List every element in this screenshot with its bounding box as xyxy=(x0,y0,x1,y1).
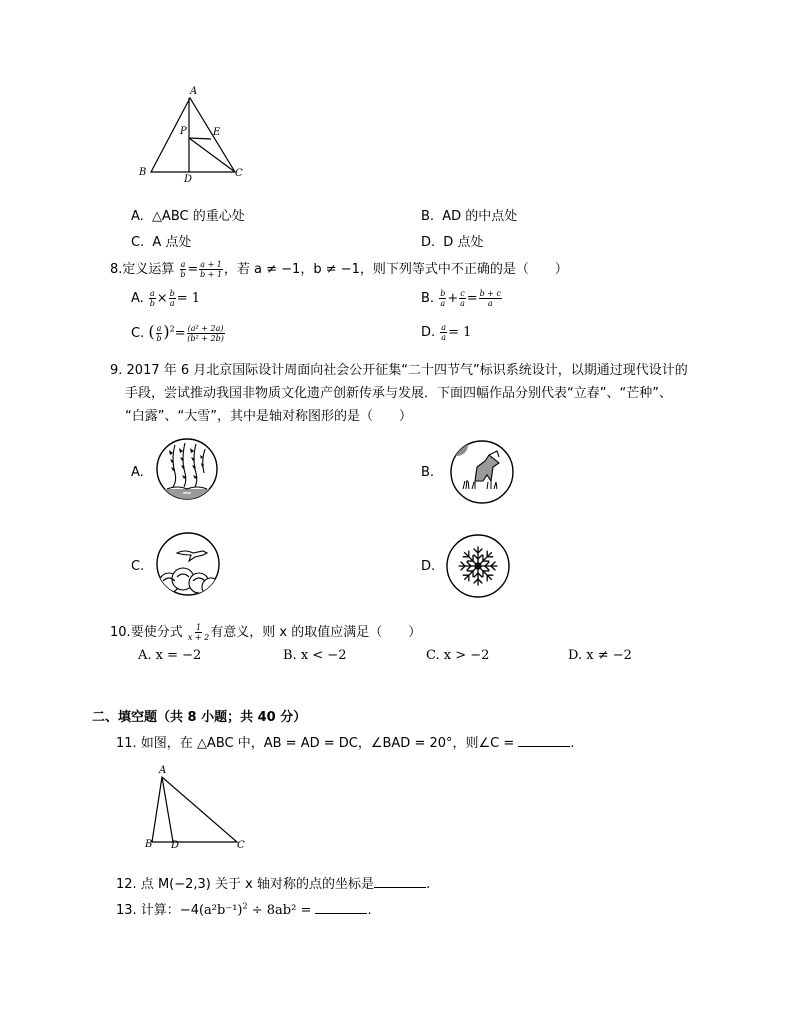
point-label-e: E xyxy=(213,127,221,138)
fraction xyxy=(459,289,465,308)
exponent: 2 xyxy=(169,324,175,334)
option-letter: C. xyxy=(131,326,145,341)
q13-stem xyxy=(116,899,372,918)
stem-text: 12. 点 M(−2,3) 关于 x 轴对称的点的坐标是 xyxy=(116,877,374,892)
equation-rhs: = 1 xyxy=(448,325,472,340)
operator: × xyxy=(156,291,168,306)
triangle-figure-1 xyxy=(140,85,250,185)
denominator: b xyxy=(149,299,155,308)
q9-option-d-letter[interactable]: D. xyxy=(421,559,436,574)
fraction xyxy=(156,324,163,343)
option-letter: A. xyxy=(131,209,144,224)
q7-option-d[interactable] xyxy=(421,231,483,250)
fig2-vertex-label-c: C xyxy=(237,840,245,851)
option-text: A 点处 xyxy=(152,235,192,250)
exponent: 2 xyxy=(242,901,248,911)
fraction xyxy=(479,289,502,308)
vertex-label-b: B xyxy=(139,167,147,178)
answer-blank[interactable] xyxy=(518,734,570,747)
stem-text: 要使分式 xyxy=(130,625,183,640)
numerator: (a² + 2a) xyxy=(187,324,224,333)
option-text: D 点处 xyxy=(443,235,484,250)
q10-stem xyxy=(110,621,421,642)
q8-option-a[interactable] xyxy=(131,289,200,308)
q8-stem: 8.定义运算 $\frac{a}{b}$ = $\frac{a + 1}{b + 1}$ ，若 a ≠ −1，b ≠ −1，则下列等式中不正确的是（ ） xyxy=(110,260,568,279)
stem-end: . xyxy=(425,877,431,892)
denominator: (b² + 2b) xyxy=(187,334,224,343)
option-letter: A. xyxy=(131,291,144,306)
q9-option-a-letter[interactable]: A. xyxy=(131,465,144,480)
fig2-vertex-label-b: B xyxy=(145,839,153,850)
fraction xyxy=(149,289,156,308)
numerator: 1 xyxy=(195,623,202,632)
q10-option-b[interactable]: B. x < −2 xyxy=(283,648,347,663)
answer-blank[interactable] xyxy=(374,875,426,888)
numerator: a xyxy=(156,324,162,333)
answer-blank[interactable] xyxy=(315,901,367,914)
fraction xyxy=(188,623,209,642)
option-letter: C. xyxy=(131,235,145,250)
emblem-bailu-bird-clouds-icon[interactable] xyxy=(155,531,221,597)
option-letter: B. xyxy=(421,291,435,306)
q7-option-a[interactable] xyxy=(131,205,245,224)
option-letter: D. xyxy=(421,235,436,250)
stem-text: 有意义，则 x 的取值应满足（ ） xyxy=(210,625,422,640)
fraction xyxy=(169,289,176,308)
option-letter: B. xyxy=(421,209,435,224)
fraction xyxy=(180,260,187,279)
stem-text: ，若 a ≠ −1，b ≠ −1，则下列等式中不正确的是（ ） xyxy=(223,262,568,277)
stem-text: 定义运算 xyxy=(122,262,175,277)
denominator: a xyxy=(440,299,446,308)
fig2-vertex-label-a: A xyxy=(159,765,167,776)
q10-option-a[interactable]: A. x = −2 xyxy=(138,648,202,663)
expression-base: (a²b⁻¹) xyxy=(198,903,243,918)
q10-option-d[interactable]: D. x ≠ −2 xyxy=(568,648,632,663)
numerator: c xyxy=(460,289,465,298)
denominator: b xyxy=(180,270,186,279)
q9-stem-line-2: 手段，尝试推动我国非物质文化遗产创新传承与发展．下面四幅作品分别代表“立春”、“芒种”、 xyxy=(125,386,672,401)
q9-option-c-letter[interactable]: C. xyxy=(131,559,145,574)
section-title: 二、填空题（共 8 小题；共 40 分） xyxy=(92,710,307,725)
q8-option-c[interactable]: C. ( $\frac{a}{b}$ )$^2$= $\frac{\text{(a² + 2a)}}{\text{(b² + 2b)}}$ xyxy=(131,322,224,343)
q9-stem-line-1: 9. 2017 年 6 月北京国际设计周面向社会公开征集“二十四节气”标识系统设计，以期通过现代设计的 xyxy=(110,363,688,378)
option-text: AD 的中点处 xyxy=(442,209,518,224)
q11-stem xyxy=(116,732,575,751)
numerator: b xyxy=(440,289,446,298)
q7-option-c[interactable] xyxy=(131,231,191,250)
q9-stem-line-3: “白露”、“大雪”，其中是轴对称图形的是（ ） xyxy=(125,409,412,424)
question-number: 8. xyxy=(110,262,123,277)
denominator: b xyxy=(156,334,162,343)
numerator: a xyxy=(180,260,186,269)
stem-end: . xyxy=(367,903,372,918)
equation-rhs: = 1 xyxy=(176,291,201,306)
fraction xyxy=(439,289,446,308)
vertex-label-a: A xyxy=(190,86,198,97)
vertex-label-c: C xyxy=(235,168,243,179)
denominator: a xyxy=(460,299,465,308)
fraction xyxy=(199,260,223,279)
stem-text: 11. 如图，在 △ABC 中，AB = AD = DC，∠BAD = 20°，则∠C = xyxy=(116,736,515,751)
denominator: a xyxy=(169,299,175,308)
emblem-lichun-willow-icon[interactable] xyxy=(155,437,219,501)
operator: = xyxy=(466,291,478,306)
operator: = xyxy=(174,326,186,341)
denominator: a xyxy=(487,299,493,308)
q9-option-b-letter[interactable]: B. xyxy=(421,465,435,480)
question-number: 10. xyxy=(110,625,131,640)
denominator: a xyxy=(441,333,447,342)
q12-stem xyxy=(116,873,430,892)
denominator: x + 2 xyxy=(187,633,210,642)
q8-option-d[interactable] xyxy=(421,323,471,342)
stem-text: 13. 计算：−4 xyxy=(116,903,199,918)
q8-option-b[interactable] xyxy=(421,289,503,308)
point-label-d: D xyxy=(184,174,193,185)
option-letter: D. xyxy=(421,325,436,340)
numerator: a xyxy=(149,289,155,298)
numerator: b + c xyxy=(479,289,502,298)
option-text: △ABC 的重心处 xyxy=(151,209,245,224)
numerator: a xyxy=(441,323,447,332)
fraction xyxy=(187,324,225,343)
q10-option-c[interactable]: C. x > −2 xyxy=(426,648,490,663)
triangle-figure-2 xyxy=(145,765,250,850)
fraction xyxy=(440,323,447,342)
stem-end: . xyxy=(570,736,575,751)
operator: + xyxy=(447,291,459,306)
numerator: a + 1 xyxy=(200,260,222,269)
point-label-p: P xyxy=(180,126,187,137)
numerator: b xyxy=(169,289,175,298)
expression-rest: ÷ 8ab² = xyxy=(251,903,312,918)
denominator: b + 1 xyxy=(200,270,223,279)
emblem-daxue-snowflake-icon[interactable] xyxy=(445,533,511,599)
q7-option-b[interactable] xyxy=(421,205,517,224)
fig2-point-label-d: D xyxy=(171,840,180,851)
emblem-mangzhong-figure-icon[interactable] xyxy=(447,437,517,505)
